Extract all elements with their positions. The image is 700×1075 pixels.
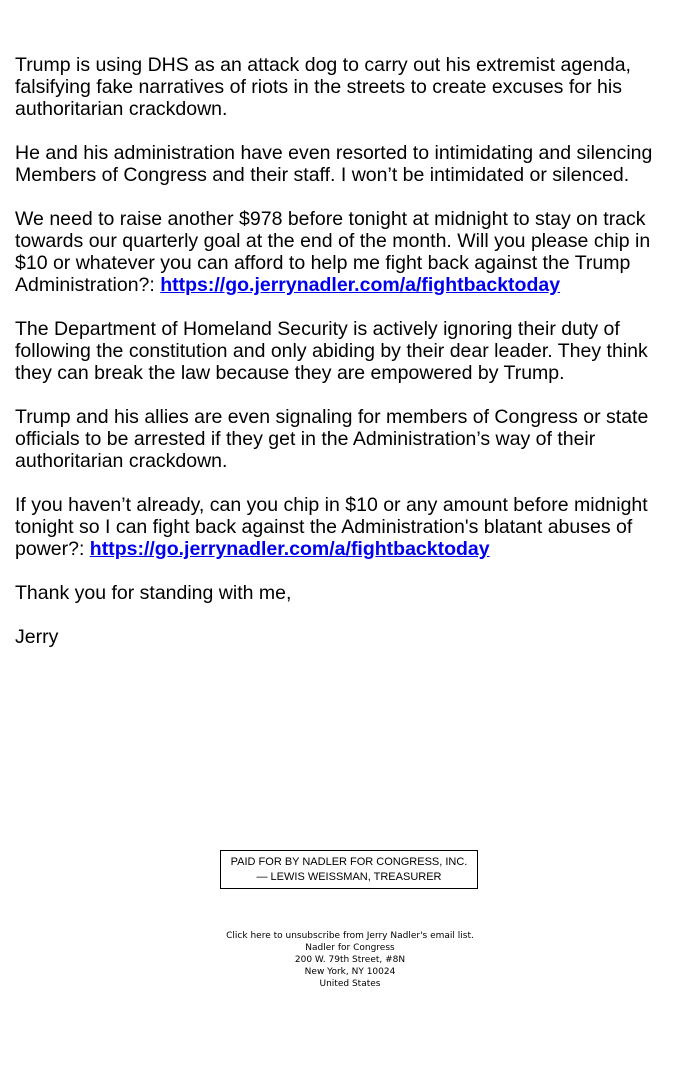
- paid-for-disclaimer: [220, 850, 478, 889]
- paragraph-text: He and his administration have even resorted to intimidating and silencing Members of Congress and their staff. I won’t be intimidated or silenced.: [15, 142, 653, 186]
- donate-link[interactable]: https://go.jerrynadler.com/a/fightbacktoday: [160, 274, 561, 296]
- paragraph-text: If you haven’t already, can you chip in $10 or any amount before midnight tonight so I can fight back against the Administration's blatant abuses of power?:: [15, 494, 648, 560]
- footer-city: New York, NY 10024: [304, 967, 396, 977]
- paragraph-intimidation: [15, 142, 685, 186]
- paragraph-text: We need to raise another $978 before tonight at midnight to stay on track towards our quarterly goal at the end of the month. Will you please chip in $10 or whatever you can afford to help me fight back against the Trump Administration?:: [15, 208, 651, 296]
- footer-street: 200 W. 79th Street, #8N: [294, 955, 406, 965]
- email-footer: [0, 930, 700, 990]
- donate-link[interactable]: https://go.jerrynadler.com/a/fightbacktoday: [89, 538, 490, 560]
- paragraph-text: Thank you for standing with me,: [15, 582, 292, 604]
- signature: [15, 626, 685, 648]
- paragraph-thanks: [15, 582, 685, 604]
- paragraph-second-ask: [15, 494, 685, 560]
- paragraph-fundraising-ask: [15, 208, 685, 296]
- paragraph-dhs: [15, 54, 685, 120]
- paragraph-text: Trump is using DHS as an attack dog to carry out his extremist agenda, falsifying fake narratives of riots in the streets to create excuses for his authoritarian crackdown.: [15, 54, 631, 120]
- footer-country: United States: [319, 979, 381, 989]
- footer-org: Nadler for Congress: [305, 943, 395, 953]
- signature-text: Jerry: [15, 626, 59, 648]
- disclaimer-line-1: PAID FOR BY NADLER FOR CONGRESS, INC.: [230, 856, 468, 868]
- paragraph-homeland-security: [15, 318, 685, 384]
- paragraph-text: Trump and his allies are even signaling for members of Congress or state officials to be arrested if they get in the Administration’s way of their authoritarian crackdown.: [15, 406, 649, 472]
- paragraph-arrests: [15, 406, 685, 472]
- unsubscribe-link[interactable]: Click here to unsubscribe from Jerry Nadler's email list.: [226, 931, 474, 941]
- disclaimer-line-2: — LEWIS WEISSMAN, TREASURER: [256, 871, 442, 883]
- paragraph-text: The Department of Homeland Security is actively ignoring their duty of following the constitution and only abiding by their dear leader. They think they can break the law because they are empowered by Trump.: [15, 318, 648, 384]
- email-body: [15, 54, 685, 670]
